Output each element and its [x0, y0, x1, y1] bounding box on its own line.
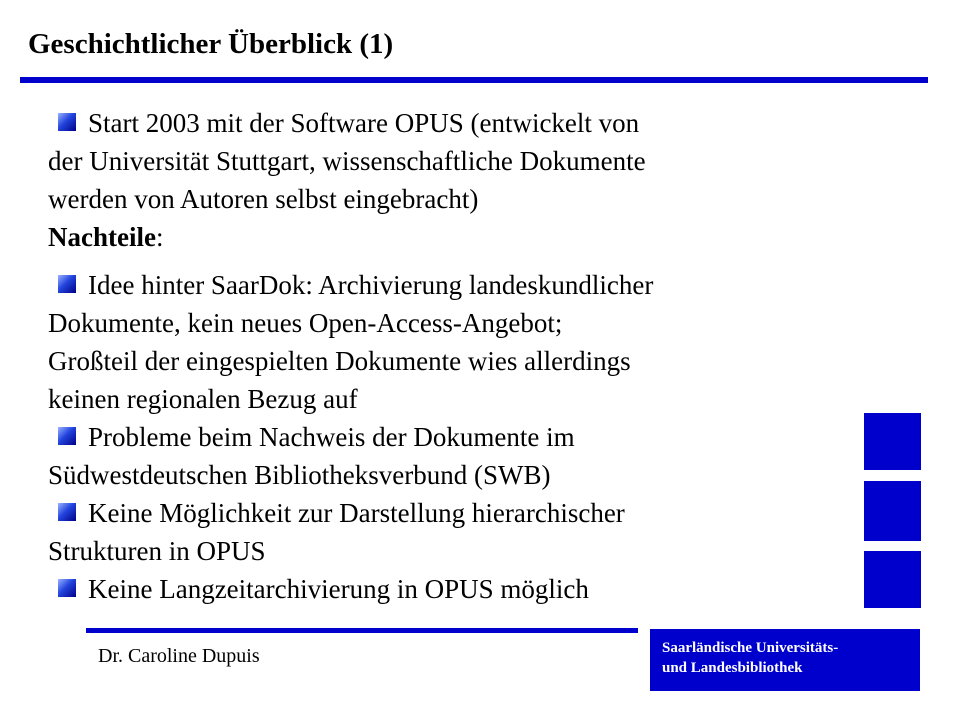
square-bullet-icon [58, 427, 76, 445]
text-line: Strukturen in OPUS [48, 536, 266, 566]
slide-content [48, 104, 808, 608]
bullet-item-saardok [48, 266, 808, 418]
nachteile-colon: : [155, 222, 164, 252]
slide-title: Geschichtlicher Überblick (1) [28, 28, 394, 60]
bullet-item-hierarchie [48, 494, 808, 570]
text-line: Keine Langzeitarchivierung in OPUS möglich [48, 570, 808, 608]
footer-divider [86, 628, 638, 633]
text-line: Dokumente, kein neues Open-Access-Angebot; [48, 308, 563, 338]
title-divider [20, 77, 928, 83]
text-line: Keine Möglichkeit zur Darstellung hierarchischer [48, 494, 808, 532]
square-bullet-icon [58, 275, 76, 293]
bullet-item-swb [48, 418, 808, 494]
decorative-square-top [864, 413, 921, 470]
nachteile-heading [48, 218, 808, 256]
text-line: Südwestdeutschen Bibliotheksverbund (SWB) [48, 460, 551, 490]
library-name-line2: und Landesbibliothek [662, 660, 803, 676]
square-bullet-icon [58, 503, 76, 521]
library-name-line1: Saarländische Universitäts- [662, 640, 839, 656]
nachteile-label: Nachteile [48, 222, 156, 252]
decorative-square-bottom [864, 551, 921, 608]
text-line: Probleme beim Nachweis der Dokumente im [48, 418, 808, 456]
text-line: werden von Autoren selbst eingebracht) [48, 184, 479, 214]
bullet-item-start-2003 [48, 104, 808, 218]
square-bullet-icon [58, 113, 76, 131]
library-logo-box [650, 629, 920, 691]
text-line: keinen regionalen Bezug auf [48, 384, 358, 414]
text-line: Großteil der eingespielten Dokumente wies allerdings [48, 346, 631, 376]
text-line: der Universität Stuttgart, wissenschaftliche Dokumente [48, 146, 646, 176]
text-line: Start 2003 mit der Software OPUS (entwickelt von [48, 104, 808, 142]
decorative-square-middle [864, 481, 921, 541]
text-line: Idee hinter SaarDok: Archivierung landeskundlicher [48, 266, 808, 304]
bullet-item-langzeitarchivierung [48, 570, 808, 608]
square-bullet-icon [58, 579, 76, 597]
author-name: Dr. Caroline Dupuis [98, 645, 260, 667]
